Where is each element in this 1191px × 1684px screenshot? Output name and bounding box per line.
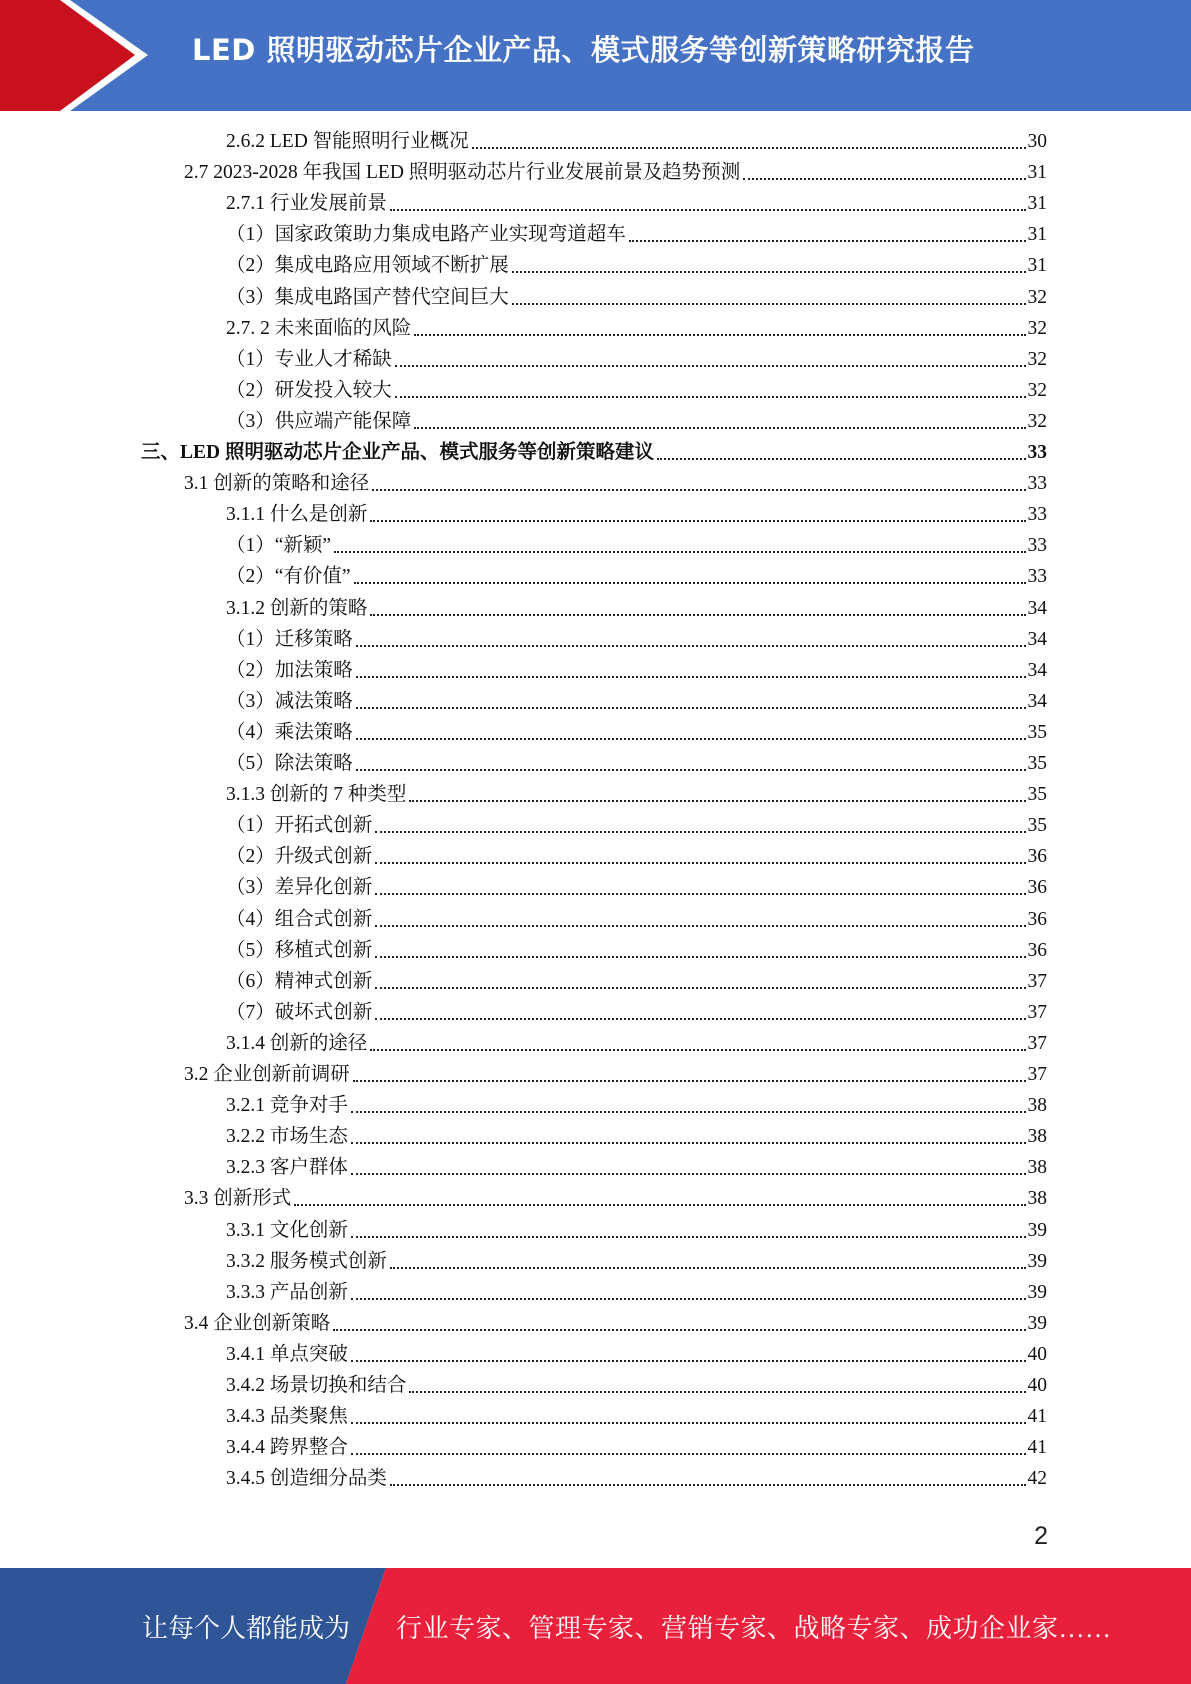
toc-entry[interactable] [226, 624, 1047, 655]
toc-entry-page: 40 [1027, 1343, 1047, 1365]
toc-entry[interactable] [226, 655, 1047, 686]
toc-entry-title: 3.4.4 跨界整合 [226, 1437, 348, 1459]
toc-dot-leader [372, 489, 1025, 491]
toc-entry-title: 3.4.2 场景切换和结合 [226, 1375, 407, 1396]
toc-dot-leader [334, 551, 1025, 553]
toc-entry-title: 2.7.1 行业发展前景 [226, 193, 387, 215]
toc-dot-leader [356, 645, 1026, 647]
toc-dot-leader [390, 1484, 1026, 1486]
toc-dot-leader [472, 147, 1026, 149]
toc-entry-page: 35 [1027, 721, 1047, 743]
toc-entry[interactable] [226, 686, 1047, 717]
toc-entry-page: 31 [1027, 162, 1047, 184]
toc-dot-leader [351, 1422, 1026, 1424]
toc-entry[interactable] [226, 966, 1047, 997]
toc-dot-leader [629, 240, 1026, 242]
toc-entry-title: 3.3.1 文化创新 [226, 1219, 348, 1241]
toc-entry[interactable] [226, 344, 1047, 375]
toc-dot-leader [353, 1080, 1026, 1082]
toc-entry-title: （1）开拓式创新 [226, 815, 373, 837]
toc-entry-page: 39 [1027, 1312, 1047, 1334]
toc-dot-leader [351, 1298, 1026, 1300]
toc-entry-title: 3.2.2 市场生态 [226, 1126, 348, 1148]
page-footer [0, 1568, 1191, 1684]
toc-entry-page: 31 [1027, 224, 1047, 246]
toc-entry-page: 35 [1027, 784, 1047, 806]
toc-entry[interactable] [226, 717, 1047, 748]
toc-entry-title: （1）专业人才稀缺 [226, 348, 392, 370]
toc-entry-page: 38 [1027, 1095, 1047, 1117]
toc-dot-leader [351, 1142, 1026, 1144]
toc-entry-page: 35 [1027, 753, 1047, 774]
toc-dot-leader [414, 334, 1025, 336]
toc-entry[interactable] [184, 1059, 1047, 1090]
toc-entry-page: 35 [1027, 815, 1047, 837]
toc-entry[interactable] [226, 1370, 1047, 1401]
toc-dot-leader [375, 862, 1025, 864]
toc-entry-page: 37 [1027, 1064, 1047, 1085]
toc-dot-leader [351, 1453, 1026, 1455]
toc-entry-title: 3.1 创新的策略和途径 [184, 473, 370, 495]
toc-dot-leader [370, 614, 1025, 616]
toc-entry-page: 32 [1027, 286, 1047, 308]
toc-entry-page: 32 [1027, 410, 1047, 432]
toc-entry-page: 36 [1027, 939, 1047, 961]
toc-dot-leader [414, 427, 1025, 429]
toc-entry-title: 三、LED 照明驱动芯片企业产品、模式服务等创新策略建议 [141, 442, 654, 463]
toc-dot-leader [390, 209, 1026, 211]
toc-entry-title: 3.2 企业创新前调研 [184, 1064, 350, 1085]
page-number: 2 [1034, 1522, 1048, 1550]
toc-entry-title: （3）集成电路国产替代空间巨大 [226, 286, 509, 308]
toc-entry[interactable] [226, 1246, 1047, 1277]
toc-entry-title: 2.7 2023-2028 年我国 LED 照明驱动芯片行业发展前景及趋势预测 [184, 162, 741, 184]
toc-entry-page: 32 [1027, 317, 1047, 339]
toc-dot-leader [409, 1391, 1025, 1393]
toc-entry[interactable] [226, 841, 1047, 872]
toc-entry-page: 34 [1027, 659, 1047, 681]
document-title: LED 照明驱动芯片企业产品、模式服务等创新策略研究报告 [192, 33, 975, 67]
toc-entry-page: 34 [1027, 690, 1047, 712]
footer-slogan-right: 行业专家、管理专家、营销专家、战略专家、成功企业家…… [396, 1614, 1112, 1643]
toc-entry-title: 3.3 创新形式 [184, 1188, 292, 1210]
toc-entry[interactable] [226, 126, 1047, 157]
toc-dot-leader [294, 1204, 1025, 1206]
toc-entry-page: 38 [1027, 1126, 1047, 1148]
toc-entry-page: 31 [1027, 255, 1047, 277]
toc-entry-title: 3.3.3 产品创新 [226, 1281, 348, 1303]
toc-entry[interactable] [226, 282, 1047, 313]
toc-entry-title: 3.4.5 创造细分品类 [226, 1468, 387, 1490]
toc-dot-leader [375, 893, 1025, 895]
toc-entry[interactable] [226, 188, 1047, 219]
toc-entry[interactable] [226, 904, 1047, 935]
toc-entry[interactable] [226, 1339, 1047, 1370]
toc-entry-title: （1）迁移策略 [226, 628, 353, 650]
toc-entry-page: 36 [1027, 846, 1047, 868]
toc-entry-title: 3.1.3 创新的 7 种类型 [226, 784, 407, 806]
toc-entry-title: （3）供应端产能保障 [226, 410, 412, 432]
toc-dot-leader [356, 707, 1026, 709]
toc-entry-title: （2）“有价值” [226, 566, 351, 588]
toc-entry-page: 34 [1027, 597, 1047, 619]
toc-entry[interactable] [226, 1090, 1047, 1121]
toc-entry[interactable] [226, 1215, 1047, 1246]
toc-entry-page: 33 [1027, 442, 1047, 463]
toc-entry-title: 2.6.2 LED 智能照明行业概况 [226, 131, 469, 152]
toc-dot-leader [356, 769, 1026, 771]
toc-entry-page: 40 [1027, 1375, 1047, 1396]
toc-entry[interactable] [226, 313, 1047, 344]
toc-entry-title: （5）除法策略 [226, 753, 353, 774]
toc-dot-leader [395, 365, 1026, 367]
toc-entry-title: 3.4.1 单点突破 [226, 1343, 348, 1365]
toc-entry[interactable] [226, 250, 1047, 281]
toc-entry[interactable] [226, 1152, 1047, 1183]
toc-entry[interactable] [226, 375, 1047, 406]
footer-slogan-left: 让每个人都能成为 [142, 1614, 351, 1643]
toc-entry-title: （6）精神式创新 [226, 970, 373, 992]
toc-entry-page: 33 [1027, 473, 1047, 495]
toc-entry[interactable] [226, 1277, 1047, 1308]
toc-entry-page: 33 [1027, 535, 1047, 557]
toc-entry[interactable] [226, 748, 1047, 779]
toc-dot-leader [657, 458, 1026, 460]
toc-entry[interactable] [184, 157, 1047, 188]
toc-entry-title: （5）移植式创新 [226, 939, 373, 961]
toc-dot-leader [395, 396, 1026, 398]
toc-entry-title: （2）加法策略 [226, 659, 353, 681]
toc-dot-leader [333, 1329, 1025, 1331]
toc-dot-leader [351, 1236, 1026, 1238]
toc-entry[interactable] [141, 437, 1047, 468]
toc-dot-leader [375, 987, 1025, 989]
toc-entry[interactable] [226, 779, 1047, 810]
toc-entry-title: （4）乘法策略 [226, 721, 353, 743]
page-header [0, 0, 1191, 111]
toc-dot-leader [351, 1360, 1026, 1362]
toc-entry-title: 3.1.2 创新的策略 [226, 597, 368, 619]
toc-entry-page: 32 [1027, 348, 1047, 370]
toc-dot-leader [375, 1018, 1025, 1020]
toc-entry-page: 30 [1027, 131, 1047, 152]
toc-entry[interactable] [226, 530, 1047, 561]
toc-entry[interactable] [226, 997, 1047, 1028]
toc-entry-page: 39 [1027, 1219, 1047, 1241]
toc-entry-title: （7）破坏式创新 [226, 1001, 373, 1023]
toc-entry[interactable] [226, 499, 1047, 530]
toc-entry[interactable] [226, 1463, 1047, 1494]
toc-entry-page: 34 [1027, 628, 1047, 650]
toc-dot-leader [375, 925, 1025, 927]
toc-entry-page: 31 [1027, 193, 1047, 215]
toc-entry-title: 3.3.2 服务模式创新 [226, 1250, 387, 1272]
toc-entry-title: 3.4 企业创新策略 [184, 1312, 331, 1334]
toc-dot-leader [409, 800, 1025, 802]
toc-dot-leader [370, 1049, 1025, 1051]
toc-entry[interactable] [226, 1121, 1047, 1152]
toc-entry[interactable] [226, 1432, 1047, 1463]
toc-entry-page: 38 [1027, 1157, 1047, 1179]
toc-entry[interactable] [226, 810, 1047, 841]
toc-dot-leader [351, 1111, 1026, 1113]
toc-entry-title: 3.1.4 创新的途径 [226, 1032, 368, 1054]
toc-entry[interactable] [226, 935, 1047, 966]
toc-entry[interactable] [226, 1028, 1047, 1059]
toc-entry-page: 36 [1027, 908, 1047, 930]
toc-dot-leader [375, 956, 1025, 958]
toc-entry[interactable] [226, 561, 1047, 592]
toc-entry-title: （2）集成电路应用领域不断扩展 [226, 255, 509, 277]
toc-entry-page: 38 [1027, 1188, 1047, 1210]
toc-dot-leader [356, 738, 1026, 740]
toc-entry-page: 36 [1027, 877, 1047, 899]
toc-entry[interactable] [184, 468, 1047, 499]
toc-entry[interactable] [226, 872, 1047, 903]
toc-entry-page: 41 [1027, 1406, 1047, 1428]
toc-entry-title: （3）差异化创新 [226, 877, 373, 899]
toc-entry-title: （4）组合式创新 [226, 908, 373, 930]
toc-entry[interactable] [226, 406, 1047, 437]
toc-entry-title: 3.2.3 客户群体 [226, 1157, 348, 1179]
toc-entry-page: 37 [1027, 1001, 1047, 1023]
toc-dot-leader [356, 676, 1026, 678]
toc-dot-leader [743, 178, 1025, 180]
toc-entry[interactable] [184, 1308, 1047, 1339]
toc-entry-page: 37 [1027, 1032, 1047, 1054]
toc-entry-page: 39 [1027, 1250, 1047, 1272]
toc-dot-leader [370, 520, 1025, 522]
toc-entry-page: 37 [1027, 970, 1047, 992]
toc-entry-title: 3.4.3 品类聚焦 [226, 1406, 348, 1428]
toc-dot-leader [351, 1173, 1026, 1175]
toc-entry-title: （3）减法策略 [226, 690, 353, 712]
toc-entry-title: （2）研发投入较大 [226, 379, 392, 401]
toc-entry-title: （1）“新颖” [226, 535, 332, 557]
toc-entry-page: 39 [1027, 1281, 1047, 1303]
toc-dot-leader [390, 1267, 1026, 1269]
toc-entry[interactable] [226, 1401, 1047, 1432]
toc-entry-page: 33 [1027, 566, 1047, 588]
toc-entry-page: 33 [1027, 504, 1047, 526]
toc-entry[interactable] [226, 219, 1047, 250]
toc-dot-leader [354, 582, 1026, 584]
toc-entry-title: 3.1.1 什么是创新 [226, 504, 368, 526]
toc-entry[interactable] [226, 593, 1047, 624]
toc-entry-page: 41 [1027, 1437, 1047, 1459]
toc-entry[interactable] [184, 1183, 1047, 1214]
toc-dot-leader [512, 303, 1026, 305]
toc-entry-title: 3.2.1 竞争对手 [226, 1095, 348, 1117]
toc-entry-page: 32 [1027, 379, 1047, 401]
toc-entry-page: 42 [1027, 1468, 1047, 1490]
toc-dot-leader [375, 831, 1025, 833]
toc-entry-title: （2）升级式创新 [226, 846, 373, 868]
toc-entry-title: （1）国家政策助力集成电路产业实现弯道超车 [226, 224, 626, 246]
toc-dot-leader [512, 271, 1026, 273]
toc-entry-title: 2.7. 2 未来面临的风险 [226, 317, 412, 339]
